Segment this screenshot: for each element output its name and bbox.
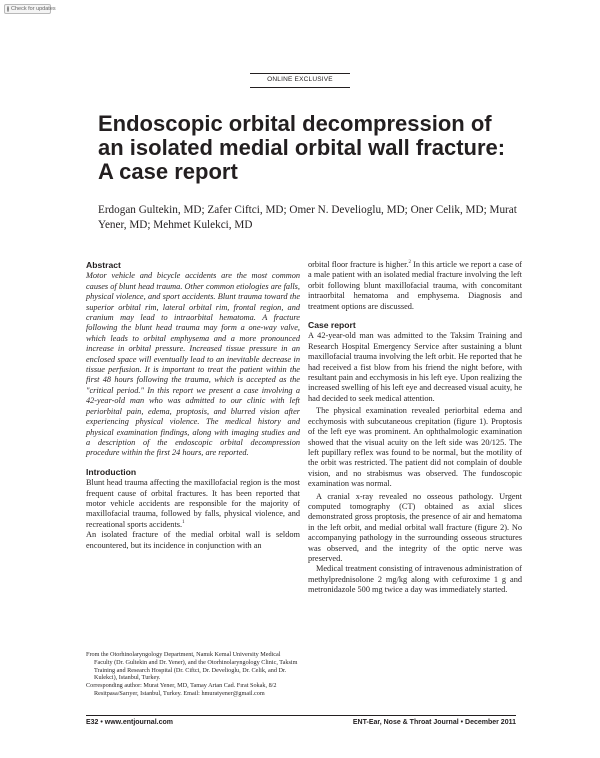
intro-continuation-rest: In this article we report a case of a male patient with an isolated medial fracture involving the left orbit following blunt maxillofacial trauma, with concomitant intraorbital hematoma and emphysema. Diagnosis and treatment options are discussed. xyxy=(308,260,522,311)
footer-rule xyxy=(86,715,516,716)
footnote xyxy=(86,651,300,698)
introduction-paragraph: An isolated fracture of the medial orbital wall is seldom encountered, but its incidence in conjunction with an xyxy=(86,530,300,550)
footer-journal-info: ENT-Ear, Nose & Throat Journal • December 2011 xyxy=(352,719,516,726)
case-report-paragraph: A cranial x-ray revealed no osseous pathology. Urgent computed tomography (CT) obtained as axial slices demonstrated gross proptosis, the presence of air and hematoma in the left orbit, and medial orbital wall fracture (figure 2). No accompanying pathology in the surrounding osseous structures was observed, and the integrity of the optic nerve was preserved. xyxy=(308,491,522,563)
citation-ref: 2 xyxy=(408,260,411,266)
footer-page-info: E32 • www.entjournal.com xyxy=(86,719,173,726)
case-report-paragraph: The physical examination revealed periorbital edema and ecchymosis with subcutaneous crepitation (figure 1). Proptosis of the left eye was prominent. An ophthalmologic examination showed that the visual acuity on the left side was 20/125. The left pupillary reflex was found to be normal, but the motility of the orbit was restricted. The patient did not complain of double vision, and no strabismus was observed. The fundoscopic examination was normal. xyxy=(308,406,522,489)
introduction-paragraph xyxy=(86,478,300,530)
author-list: Erdogan Gultekin, MD; Zafer Ciftci, MD; Omer N. Develioglu, MD; Oner Celik, MD; Murat Yener, MD; Mehmet Kulekci, MD xyxy=(98,204,517,231)
case-report-paragraph: Medical treatment consisting of intravenous administration of methylprednisolone 2 mg/kg along with cefuroxime 1 g and metronidazole 500 mg twice a day was immediately started. xyxy=(308,564,522,595)
right-column xyxy=(308,260,522,596)
case-report-heading: Case report xyxy=(308,320,356,331)
case-report-paragraph: A 42-year-old man was admitted to the Taksim Training and Research Hospital Emergency Service after sustaining a blunt maxillofacial trauma involving the left orbit. He reported that he had received a fist blow from his friend the night before, with resultant pain and ecchymosis in his left eye. Upon realizing the increased swelling of his left eye and decreased visual acuity, he had decided to seek medical attention. xyxy=(308,331,522,403)
introduction-text: Blunt head trauma affecting the maxillofacial region is the most frequent cause of orbital fractures. It has been reported that motor vehicle accidents are responsible for the majority of maxillofacial trauma, followed by falls, physical violence, and recreational sports accidents. xyxy=(86,478,300,529)
citation-ref: 1 xyxy=(182,519,185,525)
article-title: Endoscopic orbital decompression of an isolated medial orbital wall fracture: A case report xyxy=(98,111,506,184)
affiliation-note: From the Otorhinolaryngology Department, Namık Kemal University Medical Faculty (Dr. Gultekin and Dr. Yener), and the Otorhinolaryngology Clinic, Taksim Training and Research Hospital (Dr. Ciftci, Dr. Develioglu, Dr. Celik, and Dr. Kulekci), Istanbul, Turkey. xyxy=(86,651,298,682)
correspondence-note: Corresponding author: Murat Yener, MD, Tamay Artan Cad. Fırat Sokak, 8/2 Resitpasa/Sarıyer, Istanbul, Turkey. Email: hmuratyener@gmail.com xyxy=(86,682,277,697)
introduction-heading: Introduction xyxy=(86,466,137,477)
check-for-updates-badge[interactable] xyxy=(4,4,56,14)
section-rule-top xyxy=(250,73,350,74)
update-icon xyxy=(7,6,9,12)
section-label: ONLINE EXCLUSIVE xyxy=(267,76,333,83)
section-rule-bottom xyxy=(250,87,350,88)
left-column xyxy=(86,260,300,551)
intro-continuation-text: orbital floor fracture is higher. xyxy=(308,260,409,269)
intro-continuation xyxy=(308,260,522,312)
abstract-heading: Abstract xyxy=(86,260,121,270)
abstract-text: Motor vehicle and bicycle accidents are the most common causes of blunt head trauma. Other common etiologies are falls, physical violence, and sport accidents. Blunt trauma toward the superior orbital rim, lateral orbital rim, frontal region, and cranium may lead to intraorbital hematoma. A fracture following the blunt head trauma may form a one-way valve, which leads to orbital emphysema and a more pronounced increase in orbital pressure. Increased tissue pressure in an enclosed space will eventually lead to an inevitable decrease in tissue perfusion. It is important to treat the patient within the first 48 hours following the trauma, which is accepted as the "critical period." In this report we present a case involving a 42-year-old man who was admitted to our clinic with left periorbital pain, edema, proptosis, and blurred vision after experiencing physical violence. The medical history and physical examination findings, along with imaging studies and a description of the endoscopic orbital decompression procedure within the first 24 hours, are reported. xyxy=(86,271,300,458)
badge-label: Check for updates xyxy=(11,6,56,12)
